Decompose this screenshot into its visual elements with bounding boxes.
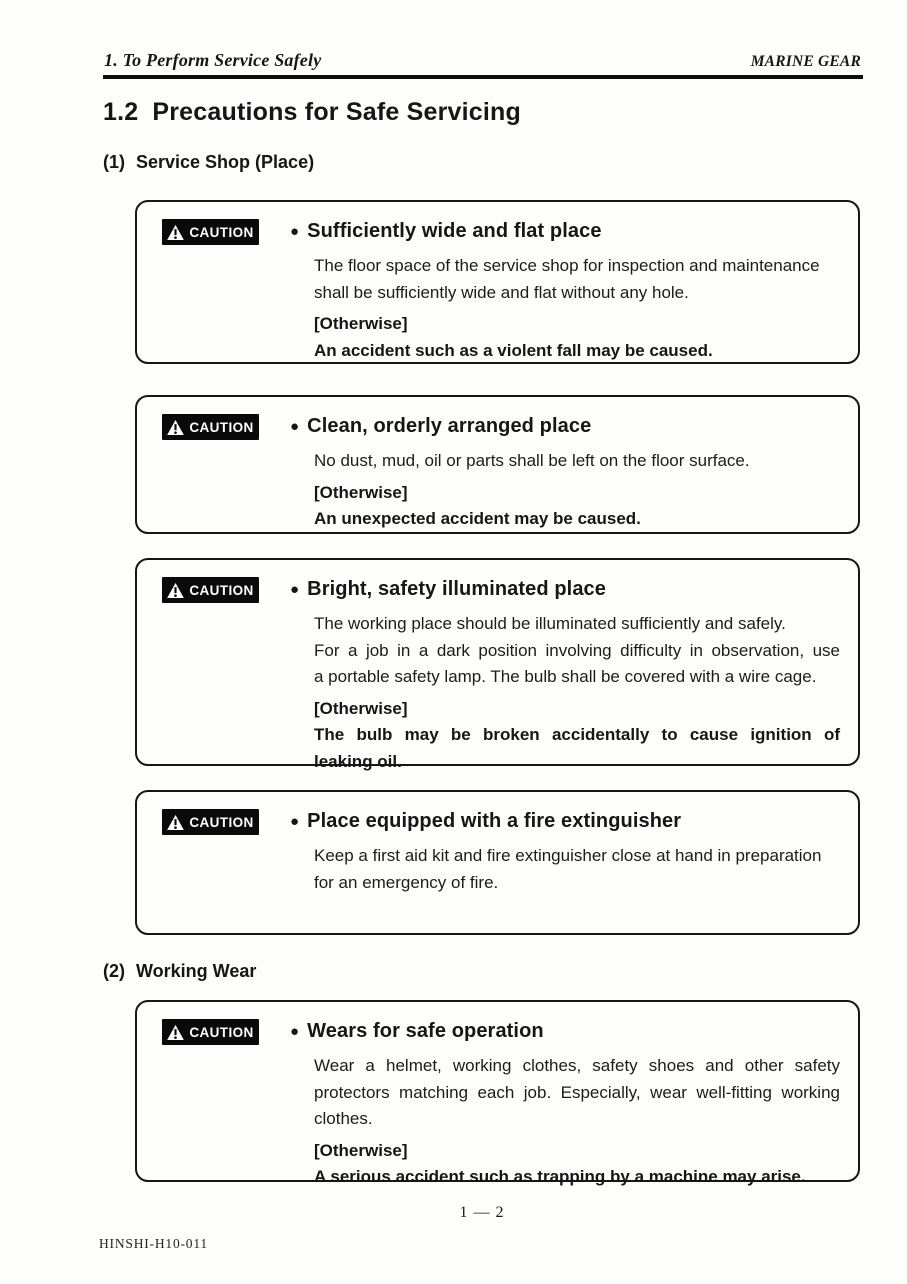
caution-title-text: Wears for safe operation [307,1020,544,1042]
caution-body [314,253,840,306]
caution-body [314,843,840,896]
body-line: The floor space of the service shop for inspection and maintenance [314,256,820,275]
subsection-label: Working Wear [136,961,257,981]
bullet-icon: ● [290,1023,300,1040]
otherwise-block [314,1138,840,1191]
body-line: for an emergency of fire. [314,872,499,892]
caution-title [290,1018,840,1046]
bullet-icon: ● [290,223,300,240]
caution-body [314,448,840,475]
page-title-text: Precautions for Safe Servicing [152,98,521,126]
page-title-number: 1.2 [103,98,139,126]
caution-title [290,576,840,604]
caution-box [135,558,860,771]
running-header-chapter: 1. To Perform Service Safely [104,50,322,70]
caution-title [290,218,840,246]
caution-title-text: Clean, orderly arranged place [307,415,592,437]
warning-triangle-icon [167,225,184,240]
header-divider [103,75,863,79]
caution-title-text: Place equipped with a fire extinguisher [307,810,682,832]
body-line: Keep a first aid kit and fire extinguisher close at hand in preparation [314,846,822,865]
page-title [103,98,521,127]
otherwise-line: leaking oil. [314,751,402,771]
subsection-number: (1) [103,152,125,172]
body-line: For a job in a dark position involving difficulty in observation, use [314,640,840,660]
warning-triangle-icon [167,583,184,598]
running-header-product: MARINE GEAR [750,53,861,70]
caution-badge [162,577,259,603]
bullet-icon: ● [290,418,300,435]
body-line: clothes. [314,1109,373,1128]
caution-body [314,1053,840,1133]
bullet-icon: ● [290,813,300,830]
warning-triangle-icon [167,420,184,435]
warning-triangle-icon [167,815,184,830]
caution-badge [162,809,259,835]
otherwise-label: [Otherwise] [314,482,408,502]
running-header [104,50,861,71]
warning-triangle-icon [167,1025,184,1040]
otherwise-label: [Otherwise] [314,314,408,333]
otherwise-label: [Otherwise] [314,698,408,718]
body-line: a portable safety lamp. The bulb shall be covered with a wire cage. [314,667,817,686]
caution-badge-label: CAUTION [189,419,254,435]
caution-badge-label: CAUTION [189,224,254,240]
page-number: 1 — 2 [459,1204,505,1221]
body-line: Wear a helmet, working clothes, safety shoes and other safety [314,1056,840,1075]
caution-badge-label: CAUTION [189,814,254,830]
otherwise-line: An unexpected accident may be caused. [314,509,641,528]
caution-box [135,1000,860,1186]
document-code: HINSHI-H10-011 [99,1236,208,1251]
caution-box [135,395,860,534]
caution-box [135,790,860,935]
bullet-icon: ● [290,581,300,598]
caution-title-text: Sufficiently wide and flat place [307,220,602,242]
caution-badge-label: CAUTION [189,582,254,598]
caution-box [135,200,860,364]
otherwise-line: An accident such as a violent fall may be caused. [314,340,713,360]
subsection-label: Service Shop (Place) [136,152,315,172]
otherwise-label: [Otherwise] [314,1140,408,1160]
caution-badge-label: CAUTION [189,1024,254,1040]
subsection-working-wear [103,961,256,982]
body-line: The working place should be illuminated sufficiently and safely. [314,614,786,633]
caution-badge [162,414,259,440]
caution-badge [162,219,259,245]
body-line: No dust, mud, oil or parts shall be left on the floor surface. [314,451,750,470]
otherwise-block [314,480,840,533]
otherwise-block [314,311,840,364]
caution-title [290,808,840,836]
caution-title [290,413,840,441]
body-line: protectors matching each job. Especially, wear well-fitting working [314,1082,840,1102]
otherwise-line: The bulb may be broken accidentally to cause ignition of [314,725,840,744]
caution-title-text: Bright, safety illuminated place [307,578,606,600]
otherwise-block [314,696,840,776]
caution-body [314,611,840,691]
caution-badge [162,1019,259,1045]
body-line: shall be sufficiently wide and flat without any hole. [314,282,689,302]
subsection-number: (2) [103,961,125,981]
otherwise-line: A serious accident such as trapping by a machine may arise. [314,1167,806,1186]
subsection-service-shop [103,152,314,173]
